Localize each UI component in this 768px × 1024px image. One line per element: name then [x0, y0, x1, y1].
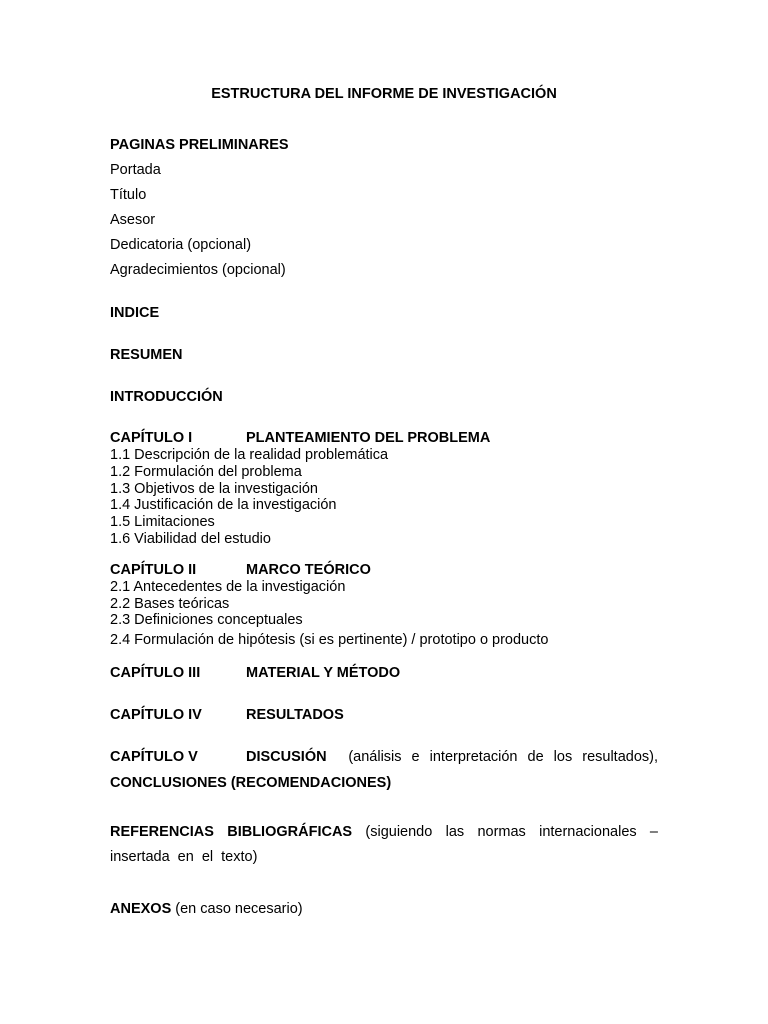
- chapter-3-title: MATERIAL Y MÉTODO: [246, 665, 401, 681]
- chapter-4-label: CAPÍTULO IV: [110, 707, 202, 723]
- document-title: ESTRUCTURA DEL INFORME DE INVESTIGACIÓN: [211, 86, 557, 102]
- chapter-2-item: 2.2 Bases teóricas: [110, 596, 230, 612]
- chapter-2-item: 2.1 Antecedentes de la investigación: [110, 579, 346, 595]
- chapter-1-title: PLANTEAMIENTO DEL PROBLEMA: [246, 430, 491, 446]
- chapter-1-item: 1.6 Viabilidad del estudio: [110, 531, 271, 547]
- referencias-title: REFERENCIAS BIBLIOGRÁFICAS: [110, 824, 353, 840]
- referencias-note: (siguiendo las normas internacionales – insertada en el texto): [110, 824, 658, 865]
- prelim-item: Agradecimientos (opcional): [110, 262, 286, 278]
- prelim-item: Asesor: [110, 212, 156, 228]
- chapter-1-item: 1.1 Descripción de la realidad problemática: [110, 447, 389, 463]
- chapter-5-line: [246, 750, 658, 765]
- chapter-5-label: CAPÍTULO V: [110, 749, 198, 765]
- chapter-1-item: 1.4 Justificación de la investigación: [110, 497, 337, 513]
- chapter-1-item: 1.5 Limitaciones: [110, 514, 215, 530]
- prelim-heading: PAGINAS PRELIMINARES: [110, 137, 289, 153]
- chapter-2-item: 2.4 Formulación de hipótesis (si es pertinente) / prototipo o producto: [110, 632, 549, 648]
- chapter-5-title: DISCUSIÓN: [246, 749, 327, 765]
- chapter-1-item: 1.3 Objetivos de la investigación: [110, 481, 318, 497]
- prelim-item: Portada: [110, 162, 161, 178]
- resumen-heading: RESUMEN: [110, 347, 183, 363]
- chapter-1-item: 1.2 Formulación del problema: [110, 464, 302, 480]
- anexos-line: [110, 902, 303, 917]
- introduccion-heading: INTRODUCCIÓN: [110, 389, 223, 405]
- anexos-note: (en caso necesario): [175, 901, 303, 917]
- conclusiones-heading: CONCLUSIONES (RECOMENDACIONES): [110, 775, 392, 791]
- prelim-item: Dedicatoria (opcional): [110, 237, 252, 253]
- chapter-2-label: CAPÍTULO II: [110, 562, 197, 578]
- prelim-item: Título: [110, 187, 147, 203]
- chapter-2-item: 2.3 Definiciones conceptuales: [110, 612, 303, 628]
- indice-heading: INDICE: [110, 305, 160, 321]
- chapter-3-label: CAPÍTULO III: [110, 665, 201, 681]
- chapter-2-title: MARCO TEÓRICO: [246, 562, 371, 578]
- referencias-paragraph: [110, 820, 658, 870]
- chapter-4-title: RESULTADOS: [246, 707, 344, 723]
- chapter-1-label: CAPÍTULO I: [110, 430, 193, 446]
- anexos-title: ANEXOS: [110, 901, 172, 917]
- chapter-5-note: (análisis e interpretación de los resultados),: [348, 749, 658, 765]
